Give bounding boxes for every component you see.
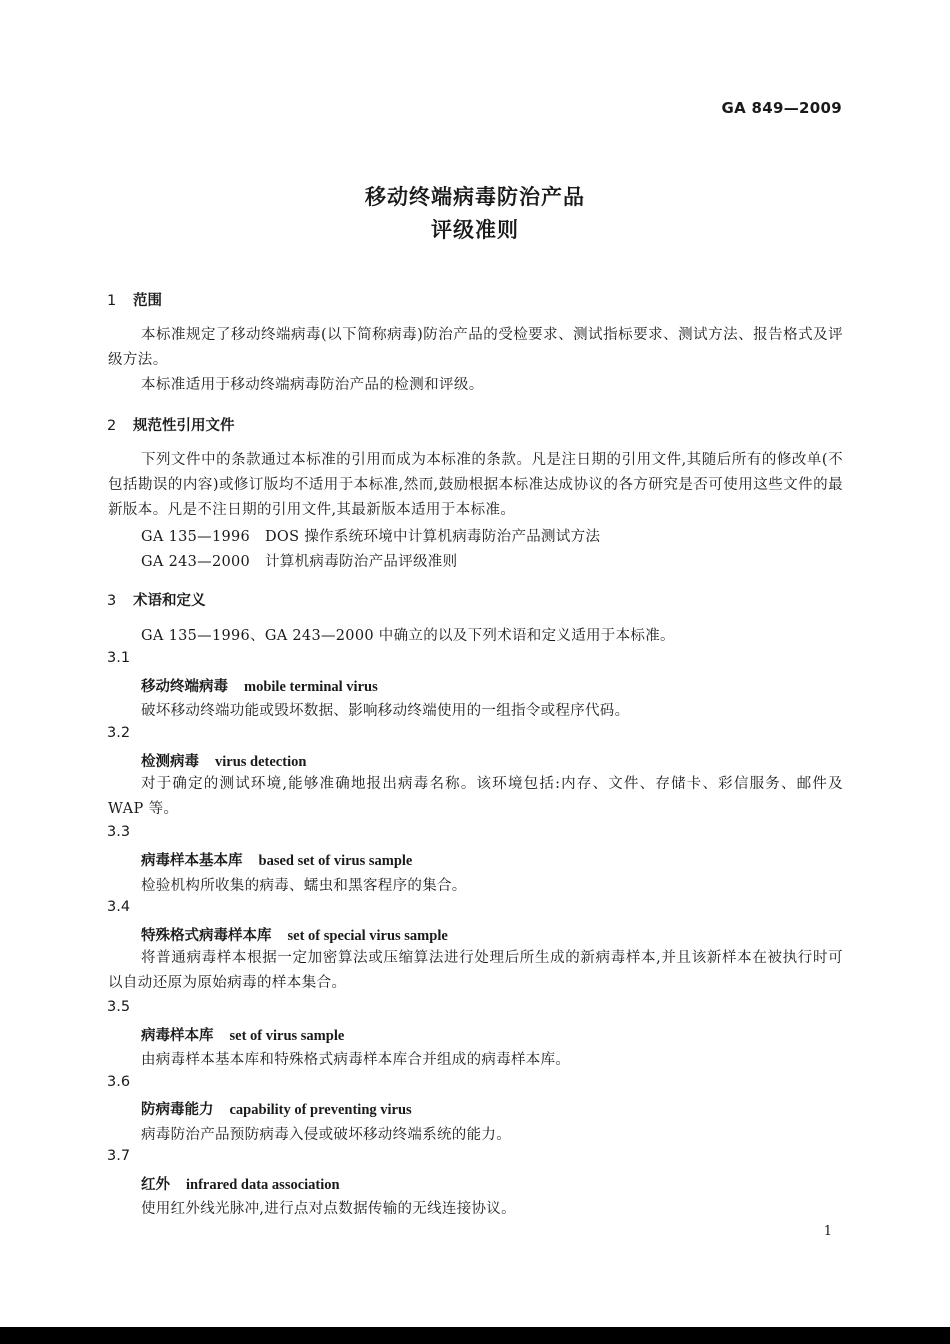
page-number: 1 xyxy=(823,1224,832,1239)
term-definition: 使用红外线光脉冲,进行点对点数据传输的无线连接协议。 xyxy=(141,1201,516,1217)
term-heading xyxy=(141,1024,344,1045)
term-chinese: 病毒样本库 xyxy=(141,1028,214,1044)
document-title-line1: 移动终端病毒防治产品 xyxy=(365,185,585,209)
term-heading xyxy=(141,924,448,945)
term-heading xyxy=(141,849,412,870)
clause-number: 3.6 xyxy=(107,1074,131,1090)
section-title: 规范性引用文件 xyxy=(133,418,235,434)
bottom-edge-bar xyxy=(0,1327,950,1344)
clause-number: 3.5 xyxy=(107,999,131,1015)
reference-item xyxy=(141,550,457,571)
section-number: 3 xyxy=(107,593,117,609)
term-heading xyxy=(141,1098,412,1119)
section-3-heading xyxy=(107,589,206,610)
term-definition: 病毒防治产品预防病毒入侵或破坏移动终端系统的能力。 xyxy=(141,1127,511,1143)
term-english: infrared data association xyxy=(186,1177,340,1193)
section-title: 范围 xyxy=(133,293,162,309)
term-chinese: 检测病毒 xyxy=(141,754,199,770)
term-english: set of special virus sample xyxy=(287,928,448,944)
term-heading xyxy=(141,750,306,771)
section-number: 1 xyxy=(107,293,117,309)
term-chinese: 病毒样本基本库 xyxy=(141,853,243,869)
section-1-heading xyxy=(107,289,162,310)
term-chinese: 红外 xyxy=(141,1177,170,1193)
term-chinese: 特殊格式病毒样本库 xyxy=(141,928,272,944)
section-1-paragraph-2: 本标准适用于移动终端病毒防治产品的检测和评级。 xyxy=(141,377,484,393)
term-definition: 将普通病毒样本根据一定加密算法或压缩算法进行处理后所生成的新病毒样本,并且该新样本在被执行时可以自动还原为原始病毒的样本集合。 xyxy=(108,950,843,991)
term-definition: 破坏移动终端功能或毁坏数据、影响移动终端使用的一组指令或程序代码。 xyxy=(141,703,630,719)
clause-number: 3.7 xyxy=(107,1148,131,1164)
section-3-intro: GA 135—1996、GA 243—2000 中确立的以及下列术语和定义适用于本标准。 xyxy=(141,628,675,644)
term-definition: 由病毒样本基本库和特殊格式病毒样本库合并组成的病毒样本库。 xyxy=(141,1052,571,1068)
section-title: 术语和定义 xyxy=(133,593,206,609)
document-title-line2: 评级准则 xyxy=(431,218,519,242)
reference-code: GA 243—2000 xyxy=(141,554,251,570)
term-english: virus detection xyxy=(215,754,307,770)
term-chinese: 防病毒能力 xyxy=(141,1102,214,1118)
term-definition: 检验机构所收集的病毒、蠕虫和黑客程序的集合。 xyxy=(141,878,467,894)
term-english: mobile terminal virus xyxy=(244,679,378,695)
reference-title: DOS 操作系统环境中计算机病毒防治产品测试方法 xyxy=(265,529,601,545)
reference-code: GA 135—1996 xyxy=(141,529,251,545)
clause-number: 3.4 xyxy=(107,899,131,915)
term-english: capability of preventing virus xyxy=(229,1102,412,1118)
clause-number: 3.3 xyxy=(107,824,131,840)
reference-title: 计算机病毒防治产品评级准则 xyxy=(265,554,458,570)
section-2-paragraph-1: 下列文件中的条款通过本标准的引用而成为本标准的条款。凡是注日期的引用文件,其随后所有的修改单(不包括勘误的内容)或修订版均不适用于本标准,然而,鼓励根据本标准达成协议的各方研究是否可使用这些文件的最新版本。凡是不注日期的引用文件,其最新版本适用于本标准。 xyxy=(108,452,843,518)
term-english: based set of virus sample xyxy=(258,853,413,869)
reference-item xyxy=(141,525,600,546)
term-chinese: 移动终端病毒 xyxy=(141,679,228,695)
term-heading xyxy=(141,1173,340,1194)
section-number: 2 xyxy=(107,418,117,434)
clause-number: 3.2 xyxy=(107,725,131,741)
clause-number: 3.1 xyxy=(107,650,131,666)
section-2-heading xyxy=(107,414,235,435)
standard-code: GA 849—2009 xyxy=(721,99,842,117)
section-1-paragraph-1: 本标准规定了移动终端病毒(以下简称病毒)防治产品的受检要求、测试指标要求、测试方法、报告格式及评级方法。 xyxy=(108,327,843,368)
term-english: set of virus sample xyxy=(229,1028,345,1044)
term-heading xyxy=(141,675,378,696)
term-definition: 对于确定的测试环境,能够准确地报出病毒名称。该环境包括:内存、文件、存储卡、彩信服务、邮件及 WAP 等。 xyxy=(108,776,843,817)
